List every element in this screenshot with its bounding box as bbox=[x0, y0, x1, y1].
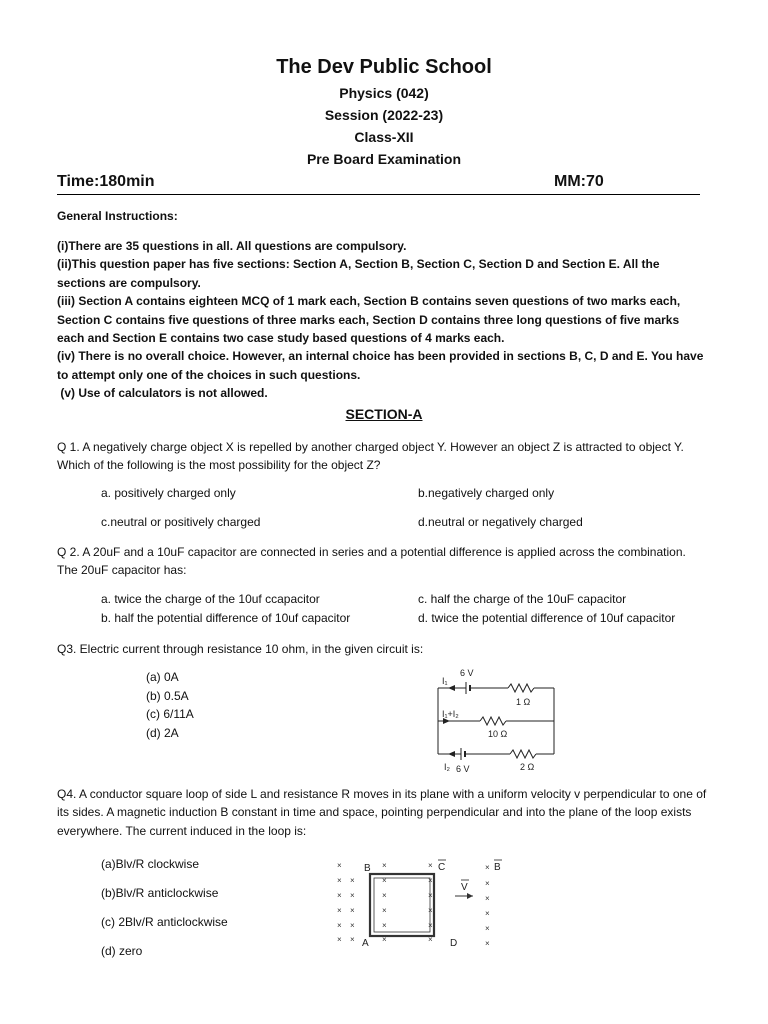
q3-option-d: (d) 2A bbox=[146, 725, 179, 740]
session-title: Session (2022-23) bbox=[324, 107, 444, 123]
max-marks-label: MM:70 bbox=[554, 173, 604, 190]
q2-option-c: c. half the charge of the 10uF capacitor bbox=[418, 592, 627, 606]
corner-c-label: C bbox=[438, 862, 446, 873]
time-label: Time:180min bbox=[57, 173, 155, 190]
svg-text:×: × bbox=[382, 861, 387, 870]
svg-text:×: × bbox=[428, 876, 433, 885]
instruction-item: (ii)This question paper has five sections: Section A, Section B, Section C, Section D and Section E. All the sections are compulsory. bbox=[57, 257, 660, 290]
q3-option-c: (c) 6/11A bbox=[146, 707, 194, 722]
svg-text:×: × bbox=[337, 935, 342, 944]
svg-text:×: × bbox=[485, 863, 490, 872]
battery-bottom-label: 6 V bbox=[456, 764, 470, 774]
corner-d-label: D bbox=[450, 938, 458, 949]
svg-text:×: × bbox=[428, 921, 433, 930]
q2-option-d: d. twice the potential difference of 10uf capacitor bbox=[418, 611, 676, 625]
q1-option-c: c.neutral or positively charged bbox=[101, 515, 261, 529]
exam-title: Pre Board Examination bbox=[306, 151, 462, 167]
moving-loop-diagram bbox=[330, 856, 510, 952]
question-4: Q4. A conductor square loop of side L and resistance R moves in its plane with a uniform velocity v perpendicular to one of its sides. A magnetic induction B constant in time and space, pointing perpendicular and into the plane of the loop exists everywhere. The current induced in the loop is: bbox=[57, 787, 707, 838]
corner-b-label: B bbox=[364, 863, 371, 874]
time-marks-row bbox=[57, 172, 700, 195]
svg-text:×: × bbox=[485, 939, 490, 948]
q1-option-a: a. positively charged only bbox=[101, 486, 236, 500]
current-i2-label: I₂ bbox=[444, 762, 450, 772]
instruction-item: (i)There are 35 questions in all. All questions are compulsory. bbox=[57, 239, 407, 253]
current-sum-label: I₁+I₂ bbox=[442, 709, 459, 719]
svg-text:×: × bbox=[337, 876, 342, 885]
svg-text:×: × bbox=[428, 861, 433, 870]
instruction-item: (iii) Section A contains eighteen MCQ of 1 mark each, Section B contains seven questions of two marks each, Section C contains five questions of three marks each, Section D contains three long questions of five marks each and Section E contains two case study based questions of 4 marks each. bbox=[57, 294, 681, 346]
battery-top-label: 6 V bbox=[460, 668, 474, 678]
q1-option-d: d.neutral or negatively charged bbox=[418, 515, 583, 529]
svg-text:×: × bbox=[428, 935, 433, 944]
svg-text:×: × bbox=[350, 891, 355, 900]
svg-text:×: × bbox=[382, 876, 387, 885]
svg-text:×: × bbox=[485, 879, 490, 888]
q1-option-b: b.negatively charged only bbox=[418, 486, 555, 500]
section-title: SECTION-A bbox=[345, 406, 423, 422]
corner-a-label: A bbox=[362, 938, 369, 949]
svg-text:×: × bbox=[382, 891, 387, 900]
svg-text:×: × bbox=[485, 909, 490, 918]
section-heading bbox=[0, 406, 768, 422]
q4-options bbox=[101, 850, 228, 966]
svg-text:×: × bbox=[337, 921, 342, 930]
svg-text:×: × bbox=[428, 891, 433, 900]
svg-text:×: × bbox=[350, 935, 355, 944]
instructions-heading: General Instructions: bbox=[57, 209, 178, 223]
svg-text:×: × bbox=[485, 924, 490, 933]
instruction-item: (iv) There is no overall choice. However, an internal choice has been provided in sections B, C, D and E. You have to attempt only one of the choices in such questions. bbox=[57, 349, 704, 382]
q3-option-b: (b) 0.5A bbox=[146, 688, 189, 703]
velocity-label: V bbox=[461, 882, 468, 893]
svg-text:×: × bbox=[485, 894, 490, 903]
question-3: Q3. Electric current through resistance 10 ohm, in the given circuit is: bbox=[57, 642, 424, 656]
current-i1-label: I₁ bbox=[442, 676, 448, 686]
svg-text:×: × bbox=[337, 861, 342, 870]
svg-text:×: × bbox=[350, 906, 355, 915]
resistor-10-label: 10 Ω bbox=[488, 729, 508, 739]
svg-text:×: × bbox=[350, 921, 355, 930]
school-name: The Dev Public School bbox=[276, 56, 492, 78]
q2-option-a: a. twice the charge of the 10uf ccapacitor bbox=[101, 592, 320, 606]
svg-text:×: × bbox=[428, 906, 433, 915]
svg-text:×: × bbox=[382, 935, 387, 944]
svg-text:×: × bbox=[337, 906, 342, 915]
instruction-item: (v) Use of calculators is not allowed. bbox=[57, 386, 268, 401]
resistor-2-label: 2 Ω bbox=[520, 762, 535, 772]
svg-text:×: × bbox=[382, 906, 387, 915]
svg-text:×: × bbox=[350, 876, 355, 885]
question-2: Q 2. A 20uF and a 10uF capacitor are connected in series and a potential difference is applied across the combination. The 20uF capacitor has: bbox=[57, 545, 686, 578]
q4-option-c: (c) 2Blv/R anticlockwise bbox=[101, 915, 228, 929]
q3-option-a: (a) 0A bbox=[146, 670, 179, 684]
resistor-1-label: 1 Ω bbox=[516, 697, 531, 707]
q2-option-b: b. half the potential difference of 10uf capacitor bbox=[101, 611, 351, 625]
subject-title: Physics (042) bbox=[339, 85, 429, 101]
svg-text:×: × bbox=[337, 891, 342, 900]
class-title: Class-XII bbox=[354, 129, 414, 145]
q4-option-a: (a)Blv/R clockwise bbox=[101, 857, 200, 871]
circuit-diagram bbox=[428, 664, 568, 776]
q4-option-b: (b)Blv/R anticlockwise bbox=[101, 886, 219, 900]
field-b-label: B bbox=[494, 862, 501, 873]
q4-option-d: (d) zero bbox=[101, 944, 143, 958]
instructions-list bbox=[57, 237, 707, 403]
q3-options bbox=[146, 668, 194, 742]
svg-text:×: × bbox=[382, 921, 387, 930]
question-1: Q 1. A negatively charge object X is repelled by another charged object Y. However an object Z is attracted to object Y. Which of the following is the most possibility for the object Z? bbox=[57, 440, 684, 473]
